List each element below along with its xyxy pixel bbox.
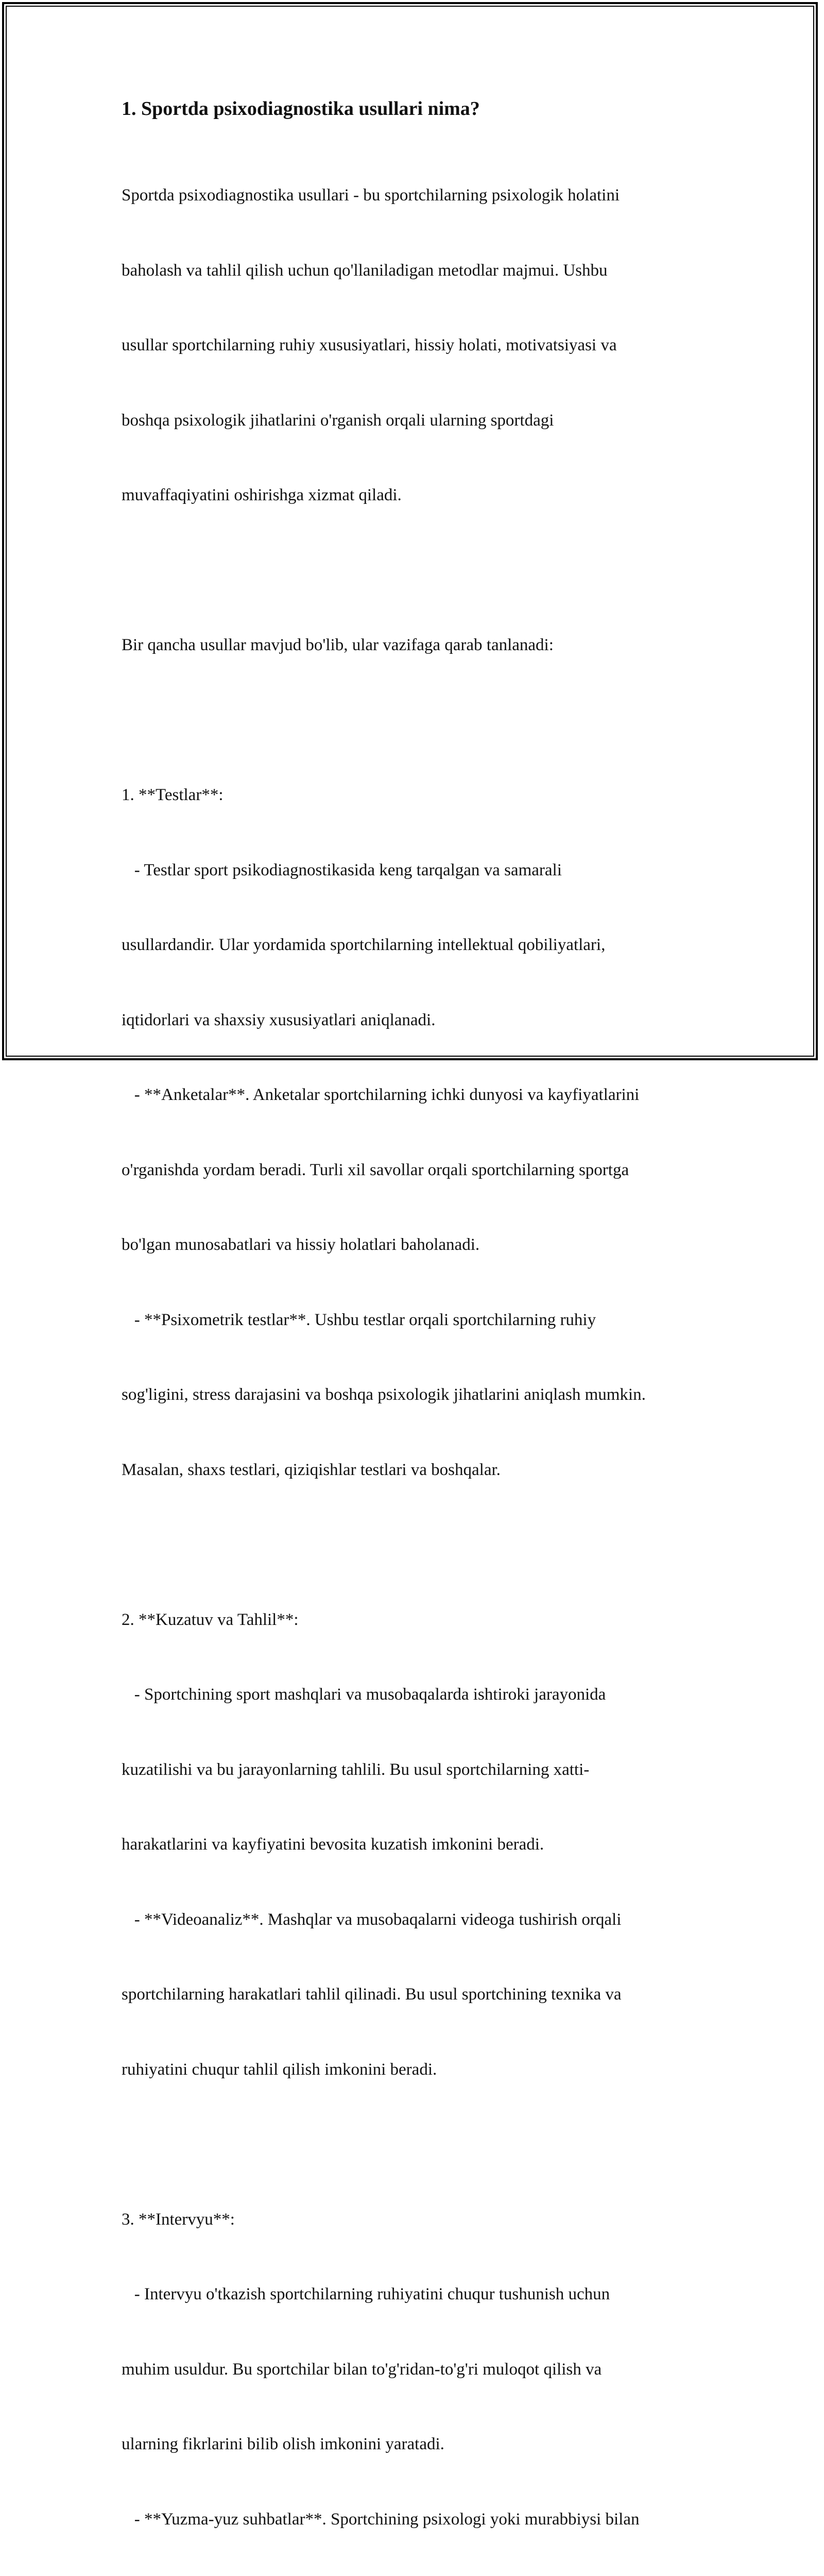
text-line: o'rganishda yordam beradi. Turli xil savollar orqali sportchilarning sportga xyxy=(122,1160,629,1179)
document-body xyxy=(122,96,729,2576)
text-line: - **Yuzma-yuz suhbatlar**. Sportchining psixologi yoki murabbiysi bilan xyxy=(122,2510,640,2529)
text-line: 3. **Intervyu**: xyxy=(122,2210,235,2229)
document-text xyxy=(122,133,729,2576)
text-line: usullar sportchilarning ruhiy xususiyatlari, hissiy holati, motivatsiyasi va xyxy=(122,336,617,354)
text-line: Sportda psixodiagnostika usullari - bu sportchilarning psixologik holatini xyxy=(122,186,620,205)
text-line: 2. **Kuzatuv va Tahlil**: xyxy=(122,1610,299,1629)
text-line: Masalan, shaxs testlari, qiziqishlar testlari va boshqalar. xyxy=(122,1460,501,1479)
text-line: bo'lgan munosabatlari va hissiy holatlari baholanadi. xyxy=(122,1235,480,1254)
text-line: sog'ligini, stress darajasini va boshqa psixologik jihatlarini aniqlash mumkin. xyxy=(122,1385,646,1404)
text-line: 1. **Testlar**: xyxy=(122,786,224,804)
text-line: boshqa psixologik jihatlarini o'rganish orqali ularning sportdagi xyxy=(122,411,554,430)
text-line: iqtidorlari va shaxsiy xususiyatlari aniqlanadi. xyxy=(122,1010,436,1029)
text-line: ruhiyatini chuqur tahlil qilish imkonini beradi. xyxy=(122,2060,437,2079)
text-line: sportchilarning harakatlari tahlil qilinadi. Bu usul sportchining texnika va xyxy=(122,1985,622,2004)
text-line: baholash va tahlil qilish uchun qo'llaniladigan metodlar majmui. Ushbu xyxy=(122,261,608,280)
text-line: muhim usuldur. Bu sportchilar bilan to'g'ridan-to'g'ri muloqot qilish va xyxy=(122,2360,602,2379)
text-line: usullardandir. Ular yordamida sportchilarning intellektual qobiliyatlari, xyxy=(122,936,606,954)
text-line: - **Anketalar**. Anketalar sportchilarning ichki dunyosi va kayfiyatlarini xyxy=(122,1086,640,1104)
text-line: - Intervyu o'tkazish sportchilarning ruhiyatini chuqur tushunish uchun xyxy=(122,2285,610,2303)
text-line: - **Psixometrik testlar**. Ushbu testlar orqali sportchilarning ruhiy xyxy=(122,1310,596,1329)
text-line: kuzatilishi va bu jarayonlarning tahlili. Bu usul sportchilarning xatti- xyxy=(122,1760,590,1779)
text-line: - Testlar sport psikodiagnostikasida keng tarqalgan va samarali xyxy=(122,860,562,879)
text-line: - **Videoanaliz**. Mashqlar va musobaqalarni videoga tushirish orqali xyxy=(122,1910,622,1929)
text-line: ularning fikrlarini bilib olish imkonini yaratadi. xyxy=(122,2435,444,2453)
document-title: 1. Sportda psixodiagnostika usullari nima? xyxy=(122,98,480,120)
text-line: muvaffaqiyatini oshirishga xizmat qiladi. xyxy=(122,486,402,504)
blank-line xyxy=(122,1532,729,1557)
blank-line xyxy=(122,558,729,583)
text-line: harakatlarini va kayfiyatini bevosita kuzatish imkonini beradi. xyxy=(122,1835,544,1854)
blank-line xyxy=(122,2132,729,2157)
blank-line xyxy=(122,708,729,733)
text-line: - Sportchining sport mashqlari va musobaqalarda ishtiroki jarayonida xyxy=(122,1685,606,1704)
text-line: Bir qancha usullar mavjud bo'lib, ular vazifaga qarab tanlanadi: xyxy=(122,636,554,654)
